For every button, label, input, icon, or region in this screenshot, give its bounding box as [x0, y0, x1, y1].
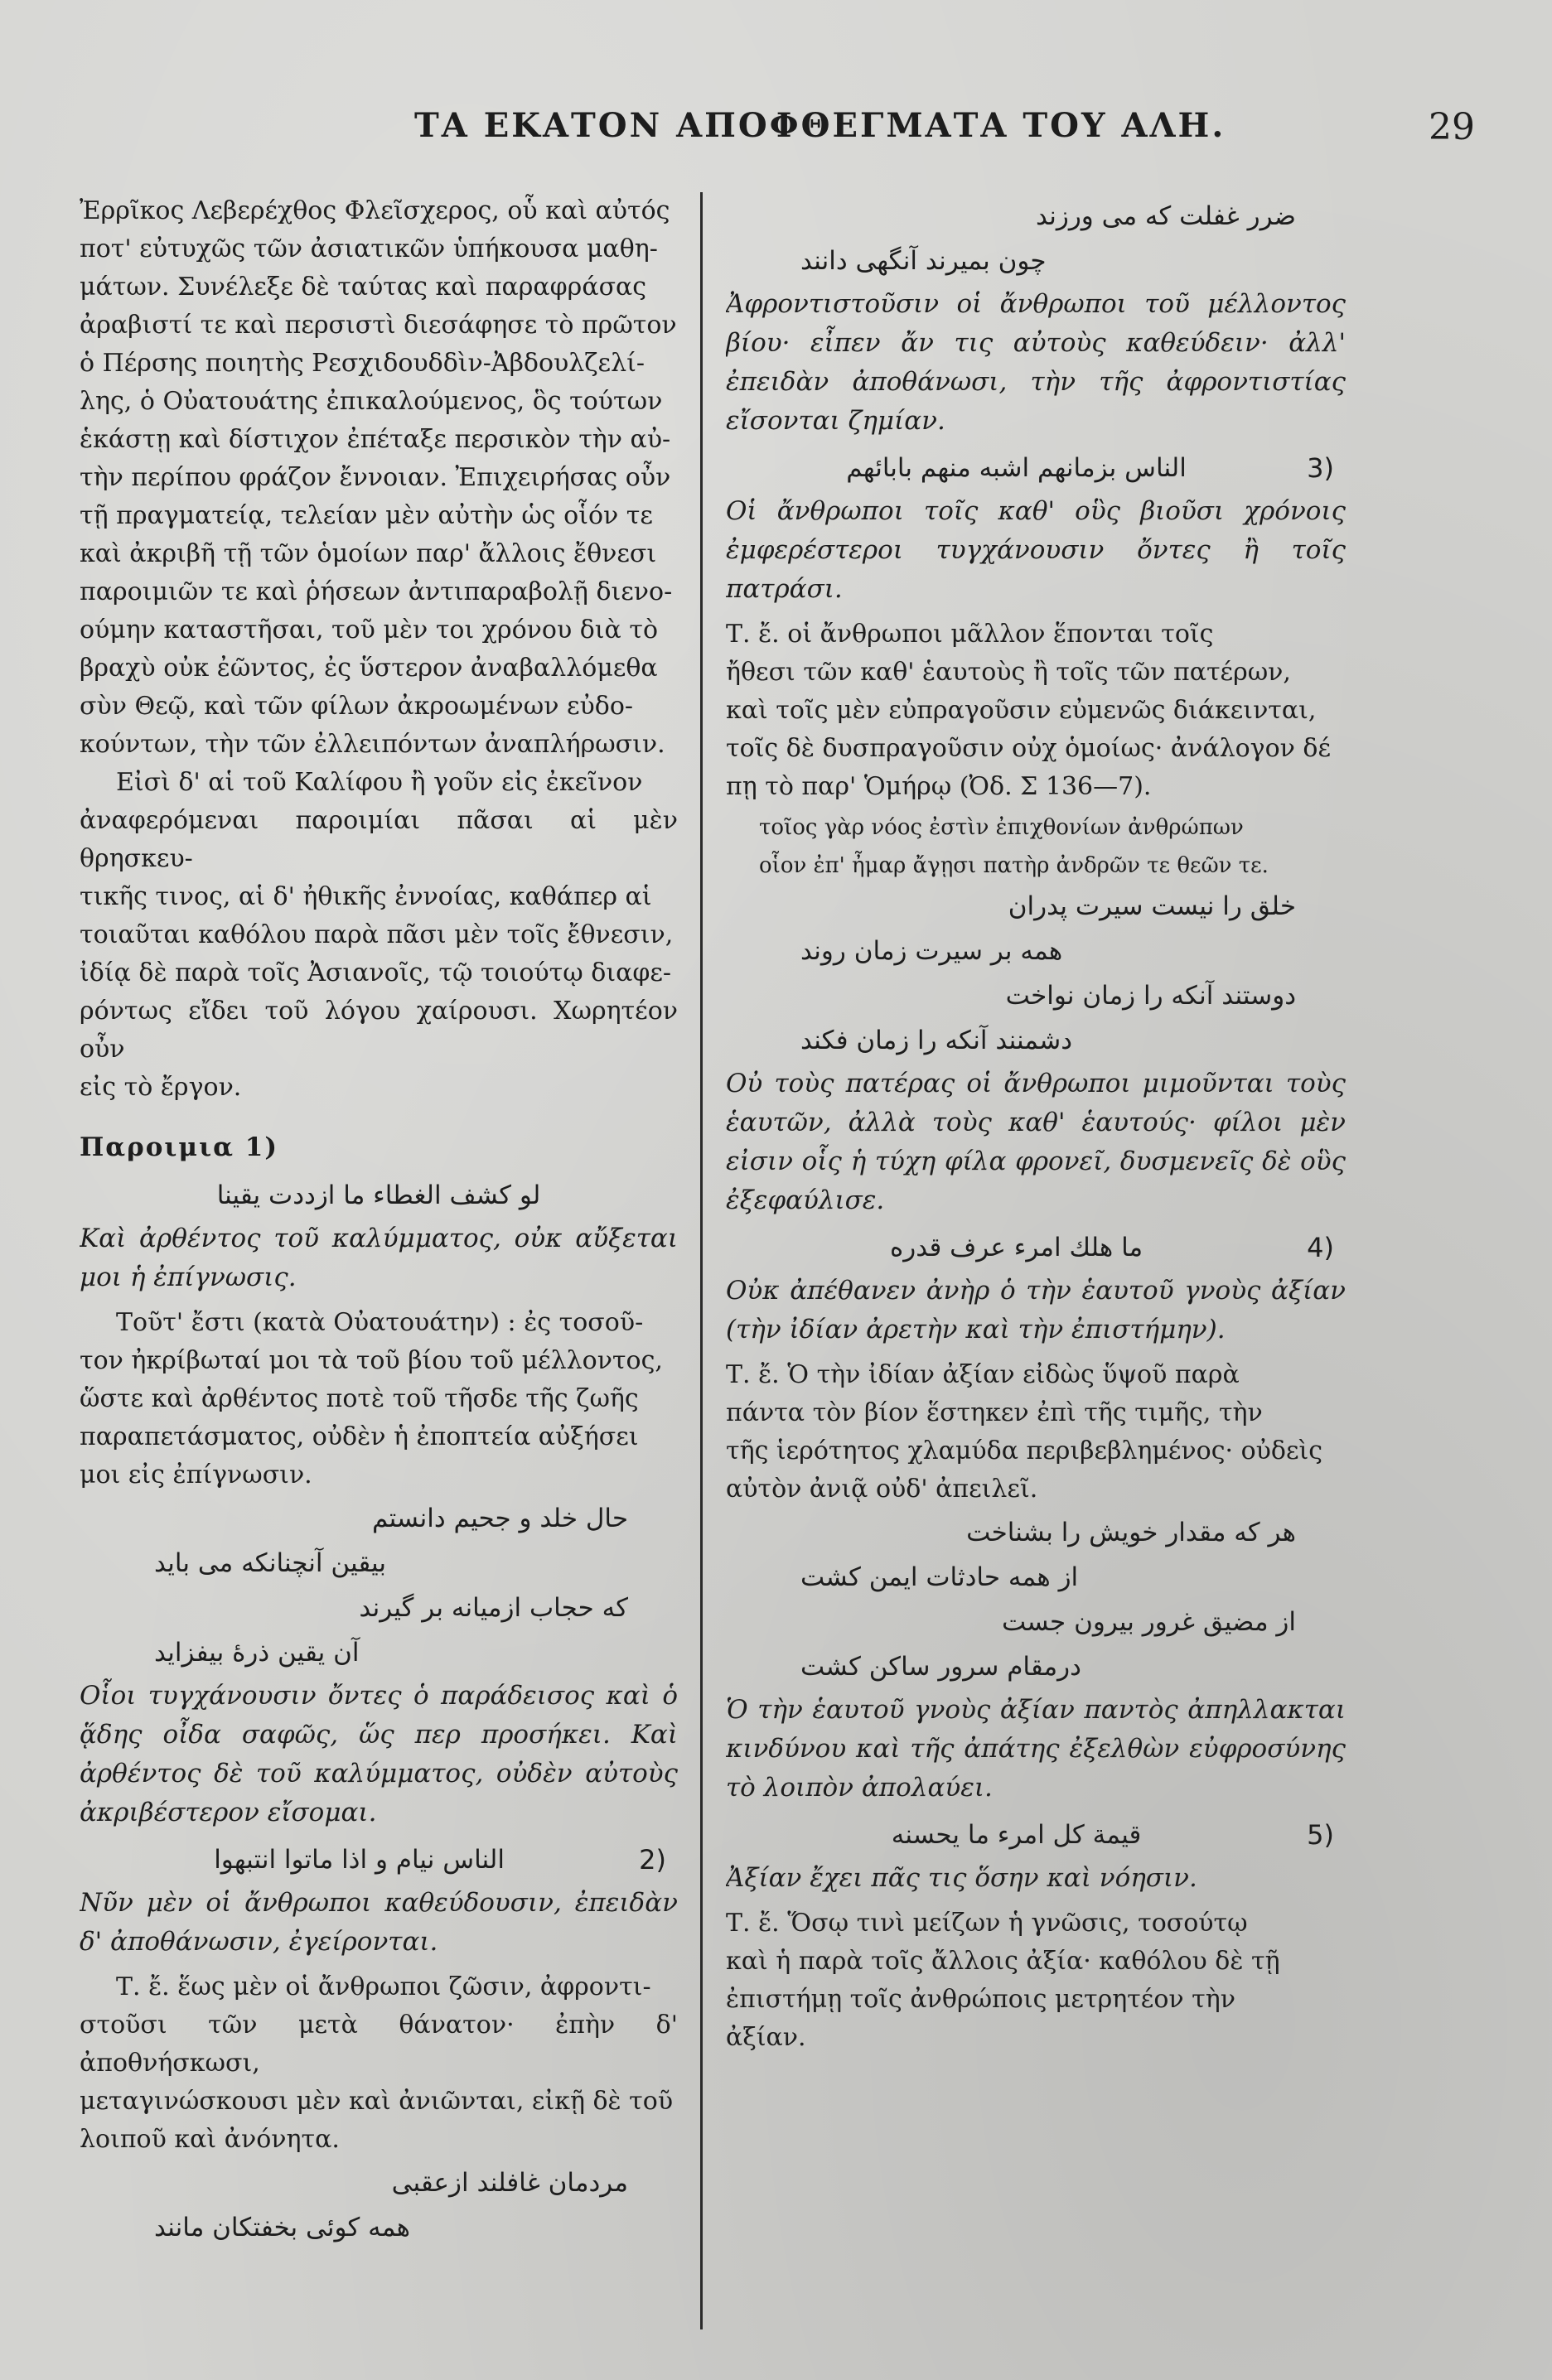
text-line: Τ. ἔ. Ὅσῳ τινὶ μείζων ἡ γνῶσις, τοσούτῳ [726, 1909, 1248, 1938]
text-line: ἤθεσι τῶν καθ' ἑαυτοὺς ἢ τοῖς τῶν πατέρων, [726, 658, 1291, 687]
proverb-3-verse-translation: Οὐ τοὺς πατέρας οἱ ἄνθρωποι μιμοῦνται τοὺς ἑαυτῶν, ἀλλὰ τοὺς καθ' ἑαυτούς· φίλοι μὲν εἰσιν οἷς ἡ τύχη φίλα φρονεῖ, δυσμενεῖς δὲ οὓς ἐξεφαύλισε. [726, 1069, 1346, 1215]
text-line: Τ. ἔ. Ὁ τὴν ἰδίαν ἀξίαν εἰδὼς ὕψοῦ παρὰ [726, 1360, 1240, 1389]
quotation-line: οἷον ἐπ' ἦμαρ ἄγῃσι πατὴρ ἀνδρῶν τε θεῶν τε. [759, 853, 1269, 878]
text-line: καὶ ἀκριβῆ τῇ τῶν ὁμοίων παρ' ἄλλοις ἔθνεσι [80, 539, 657, 568]
text-line: Τ. ἔ. ἕως μὲν οἱ ἄνθρωποι ζῶσιν, ἀφροντι- [116, 1972, 651, 2001]
text-line: ἑκάστῃ καὶ δίστιχον ἐπέταξε περσικὸν τὴν αὐ- [80, 425, 671, 454]
proverb-5-arabic-row [726, 1814, 1346, 1856]
text-line: ἐπιστήμῃ τοῖς ἀνθρώποις μετρητέον τὴν [726, 1985, 1235, 2014]
proverb-2-number: 2) [639, 1844, 666, 1876]
persian-verse-line: مردمان غافلند ازعقبی [391, 2168, 628, 2198]
text-line: τοιαῦται καθόλου παρὰ πᾶσι μὲν τοῖς ἔθνεσιν, [80, 920, 674, 949]
text-line: εἰς τὸ ἔργον. [80, 1073, 242, 1102]
text-line: στοῦσι τῶν μετὰ θάνατον· ἐπὴν δ' ἀποθνήσκωσι, [80, 2011, 678, 2078]
persian-verse-line: چون بمیرند آنگهی دانند [800, 246, 1047, 276]
text-line: Εἰσὶ δ' αἱ τοῦ Καλίφου ἢ γοῦν εἰς ἐκεῖνον [116, 768, 643, 797]
text-line: τικῆς τινος, αἱ δ' ἠθικῆς ἐννοίας, καθάπερ αἱ [80, 882, 652, 911]
column-divider [700, 192, 703, 2329]
proverb-5-translation: Ἀξίαν ἔχει πᾶς τις ὅσην καὶ νόησιν. [726, 1863, 1197, 1893]
text-line: ἀξίαν. [726, 2023, 806, 2052]
text-line: ούμην καταστῆσαι, τοῦ μὲν τοι χρόνου διὰ τὸ [80, 616, 659, 644]
text-line: τῆς ἱερότητος χλαμύδα περιβεβλημένος· οὐδεὶς [726, 1436, 1323, 1465]
proverb-5-number: 5) [1307, 1819, 1334, 1851]
text-line: μάτων. Συνέλεξε δὲ ταύτας καὶ παραφράσας [80, 273, 647, 302]
text-line: πάντα τὸν βίον ἕστηκεν ἐπὶ τῆς τιμῆς, τὴν [726, 1398, 1263, 1427]
persian-verse-line: همه کوئی بخفتکان مانند [154, 2213, 411, 2242]
text-line: Τ. ἔ. οἱ ἄνθρωποι μᾶλλον ἕπονται τοῖς [726, 620, 1214, 649]
persian-verse-line: همه بر سیرت زمان روند [800, 936, 1063, 966]
proverb-1-commentary [80, 1304, 678, 1494]
text-line: Ἐρρῖκος Λεβερέχθος Φλεῖσχερος, οὗ καὶ αὐτός [80, 196, 670, 225]
persian-verse-line: آن یقین ذرهٔ بیفزاید [154, 1638, 360, 1668]
persian-verse-line: خلق را نیست سیرت پدران [1008, 891, 1296, 921]
text-line: ἀραβιστί τε καὶ περσιστὶ διεσάφησε τὸ πρῶτον [80, 311, 677, 340]
text-line: αὐτὸν ἀνιᾷ οὐδ' ἀπειλεῖ. [726, 1475, 1038, 1504]
proverb-2-arabic: الناس نيام و اذا ماتوا انتبهوا [214, 1845, 505, 1875]
page-number: 29 [1429, 106, 1475, 148]
proverb-1-translation: Καὶ ἀρθέντος τοῦ καλύμματος, οὐκ αὔξεται μοι ἡ ἐπίγνωσις. [80, 1224, 678, 1292]
homer-quotation [726, 811, 1346, 882]
text-line: βραχὺ οὐκ ἐῶντος, ἐς ὕστερον ἀναβαλλόμεθα [80, 654, 658, 683]
proverb-1-arabic: لو كشف الغطاء ما ازددت يقينا [216, 1180, 541, 1210]
text-line: ρόντως εἴδει τοῦ λόγου χαίρουσι. Χωρητέον οὖν [80, 997, 678, 1064]
proverb-3-arabic-row [726, 447, 1346, 489]
text-line: τον ἠκρίβωταί μοι τὰ τοῦ βίου τοῦ μέλλοντος, [80, 1346, 663, 1375]
persian-verse-line: از همه حادثات ایمن کشت [800, 1562, 1079, 1592]
text-line: τὴν περίπου φράζον ἔννοιαν. Ἐπιχειρήσας οὖν [80, 463, 671, 492]
text-line: ἀναφερόμεναι παροιμίαι πᾶσαι αἱ μὲν θρησκευ- [80, 806, 678, 873]
proverb-4-commentary [726, 1356, 1346, 1509]
text-line: μεταγινώσκουσι μὲν καὶ ἀνιῶνται, εἰκῇ δὲ τοῦ [80, 2087, 674, 2116]
persian-verse-line: هر که مقدار خویش را بشناخت [966, 1518, 1296, 1547]
intro-paragraph [80, 192, 678, 764]
text-line: σὺν Θεῷ, καὶ τῶν φίλων ἀκροωμένων εὐδο- [80, 692, 634, 721]
proverb-4-verse-translation: Ὁ τὴν ἑαυτοῦ γνοὺς ἀξίαν παντὸς ἀπηλλακται κινδύνου καὶ τῆς ἀπάτης ἐξελθὼν εὐφροσύνης τὸ λοιπὸν ἀπολαύει. [726, 1695, 1346, 1803]
proverb-3-arabic: الناس بزمانهم اشبه منهم بابائهم [846, 453, 1187, 483]
text-line: μοι εἰς ἐπίγνωσιν. [80, 1460, 312, 1489]
proverb-4-arabic: ما هلك امرء عرف قدره [890, 1233, 1143, 1262]
text-line: καὶ ἡ παρὰ τοῖς ἄλλοις ἀξία· καθόλου δὲ τῇ [726, 1947, 1280, 1976]
text-line: ὁ Πέρσης ποιητὴς Ρεσχιδουδδὶν-Ἀβδουλζελί- [80, 349, 645, 378]
text-line: Τοῦτ' ἔστι (κατὰ Οὐατουάτην) : ἐς τοσοῦ- [116, 1308, 644, 1337]
text-line: παραπετάσματος, οὐδὲν ἡ ἐποπτεία αὐξήσει [80, 1422, 639, 1451]
proverb-section-heading: Παροιμια 1) [80, 1132, 278, 1162]
proverb-2-translation: Νῦν μὲν οἱ ἄνθρωποι καθεύδουσιν, ἐπειδὰν δ' ἀποθάνωσιν, ἐγείρονται. [80, 1888, 678, 1957]
second-paragraph [80, 764, 678, 1107]
proverb-3-commentary [726, 616, 1346, 806]
proverb-2-commentary [80, 1968, 678, 2159]
text-line: ἰδίᾳ δὲ παρὰ τοῖς Ἀσιανοῖς, τῷ τοιούτῳ διαφε- [80, 958, 672, 987]
proverb-4-number: 4) [1307, 1232, 1334, 1263]
proverb-4-persian-verse [726, 1512, 1346, 1687]
proverb-4-arabic-row [726, 1227, 1346, 1268]
right-column [726, 192, 1346, 2330]
text-line: τοῖς δὲ δυσπραγοῦσιν οὐχ ὁμοίως· ἀνάλογον δέ [726, 734, 1332, 763]
text-line: καὶ τοῖς μὲν εὐπραγοῦσιν εὐμενῶς διάκεινται, [726, 696, 1317, 725]
persian-verse-line: از مضیق غرور بیرون جست [1001, 1607, 1296, 1637]
persian-verse-line: ضرر غفلت که می ورزند [1035, 201, 1296, 231]
persian-verse-line: درمقام سرور ساکن کشت [800, 1652, 1081, 1682]
running-title: ΤΑ ΕΚΑΤΟΝ ΑΠΟΦΘΕΓΜΑΤΑ ΤΟΥ ΑΛΗ. [414, 106, 1226, 145]
text-line: τῇ πραγματείᾳ, τελείαν μὲν αὐτὴν ὡς οἷόν τε [80, 501, 653, 530]
text-line: ὥστε καὶ ἀρθέντος ποτὲ τοῦ τῆσδε τῆς ζωῆς [80, 1384, 639, 1413]
proverb-1-verse-translation: Οἷοι τυγχάνουσιν ὄντες ὁ παράδεισος καὶ ὁ ᾅδης οἶδα σαφῶς, ὥς περ προσήκει. Καὶ ἀρθέντος δὲ τοῦ καλύμματος, οὐδὲν αὐτοὺς ἀκριβέστερον εἴσομαι. [80, 1681, 678, 1827]
proverb-2-arabic-row [80, 1839, 678, 1880]
proverb-1-persian-verse [80, 1498, 678, 1673]
text-line: παροιμιῶν τε καὶ ῥήσεων ἀντιπαραβολῇ διενο- [80, 577, 673, 606]
proverb-2-persian-verse-continued [726, 196, 1346, 282]
proverb-4-translation: Οὐκ ἀπέθανεν ἀνὴρ ὁ τὴν ἑαυτοῦ γνοὺς ἀξίαν (τὴν ἰδίαν ἀρετὴν καὶ τὴν ἐπιστήμην). [726, 1276, 1346, 1344]
text-line: λοιποῦ καὶ ἀνόνητα. [80, 2125, 340, 2154]
text-line: λης, ὁ Οὐατουάτης ἐπικαλούμενος, ὃς τούτων [80, 387, 663, 416]
persian-verse-line: دوستند آنکه را زمان نواخت [1005, 981, 1296, 1011]
text-line: ποτ' εὐτυχῶς τῶν ἀσιατικῶν ὑπήκουσα μαθη- [80, 234, 658, 263]
proverb-3-translation: Οἱ ἄνθρωποι τοῖς καθ' οὓς βιοῦσι χρόνοις ἐμφερέστεροι τυγχάνουσιν ὄντες ἢ τοῖς πατράσι. [726, 496, 1346, 604]
proverb-3-persian-verse [726, 886, 1346, 1061]
quotation-line: τοῖος γὰρ νόος ἐστὶν ἐπιχθονίων ἀνθρώπων [759, 815, 1244, 840]
proverb-2-verse-translation: Ἀφροντιστοῦσιν οἱ ἄνθρωποι τοῦ μέλλοντος βίου· εἶπεν ἄν τις αὐτοὺς καθεύδειν· ἀλλ' ἐπειδὰν ἀποθάνωσι, τὴν τῆς ἀφροντιστίας εἴσονται ζημίαν. [726, 289, 1346, 436]
persian-verse-line: بیقین آنچنانکه می باید [154, 1548, 387, 1578]
proverb-3-number: 3) [1307, 452, 1334, 484]
text-line: πῃ τὸ παρ' Ὁμήρῳ (Ὀδ. Σ 136—7). [726, 772, 1152, 801]
text-line: κούντων, τὴν τῶν ἐλλειπόντων ἀναπλήρωσιν. [80, 730, 665, 759]
proverb-5-commentary [726, 1904, 1346, 2057]
proverb-5-arabic: قيمة كل امرء ما يحسنه [891, 1820, 1142, 1850]
persian-verse-line: حال خلد و جحیم دانستم [371, 1504, 628, 1533]
page-header [66, 106, 1475, 156]
persian-verse-line: که حجاب ازمیانه بر گیرند [359, 1593, 628, 1623]
left-column [80, 192, 678, 2330]
persian-verse-line: دشمنند آنکه را زمان فکند [800, 1026, 1073, 1055]
proverb-2-persian-verse [80, 2162, 678, 2248]
